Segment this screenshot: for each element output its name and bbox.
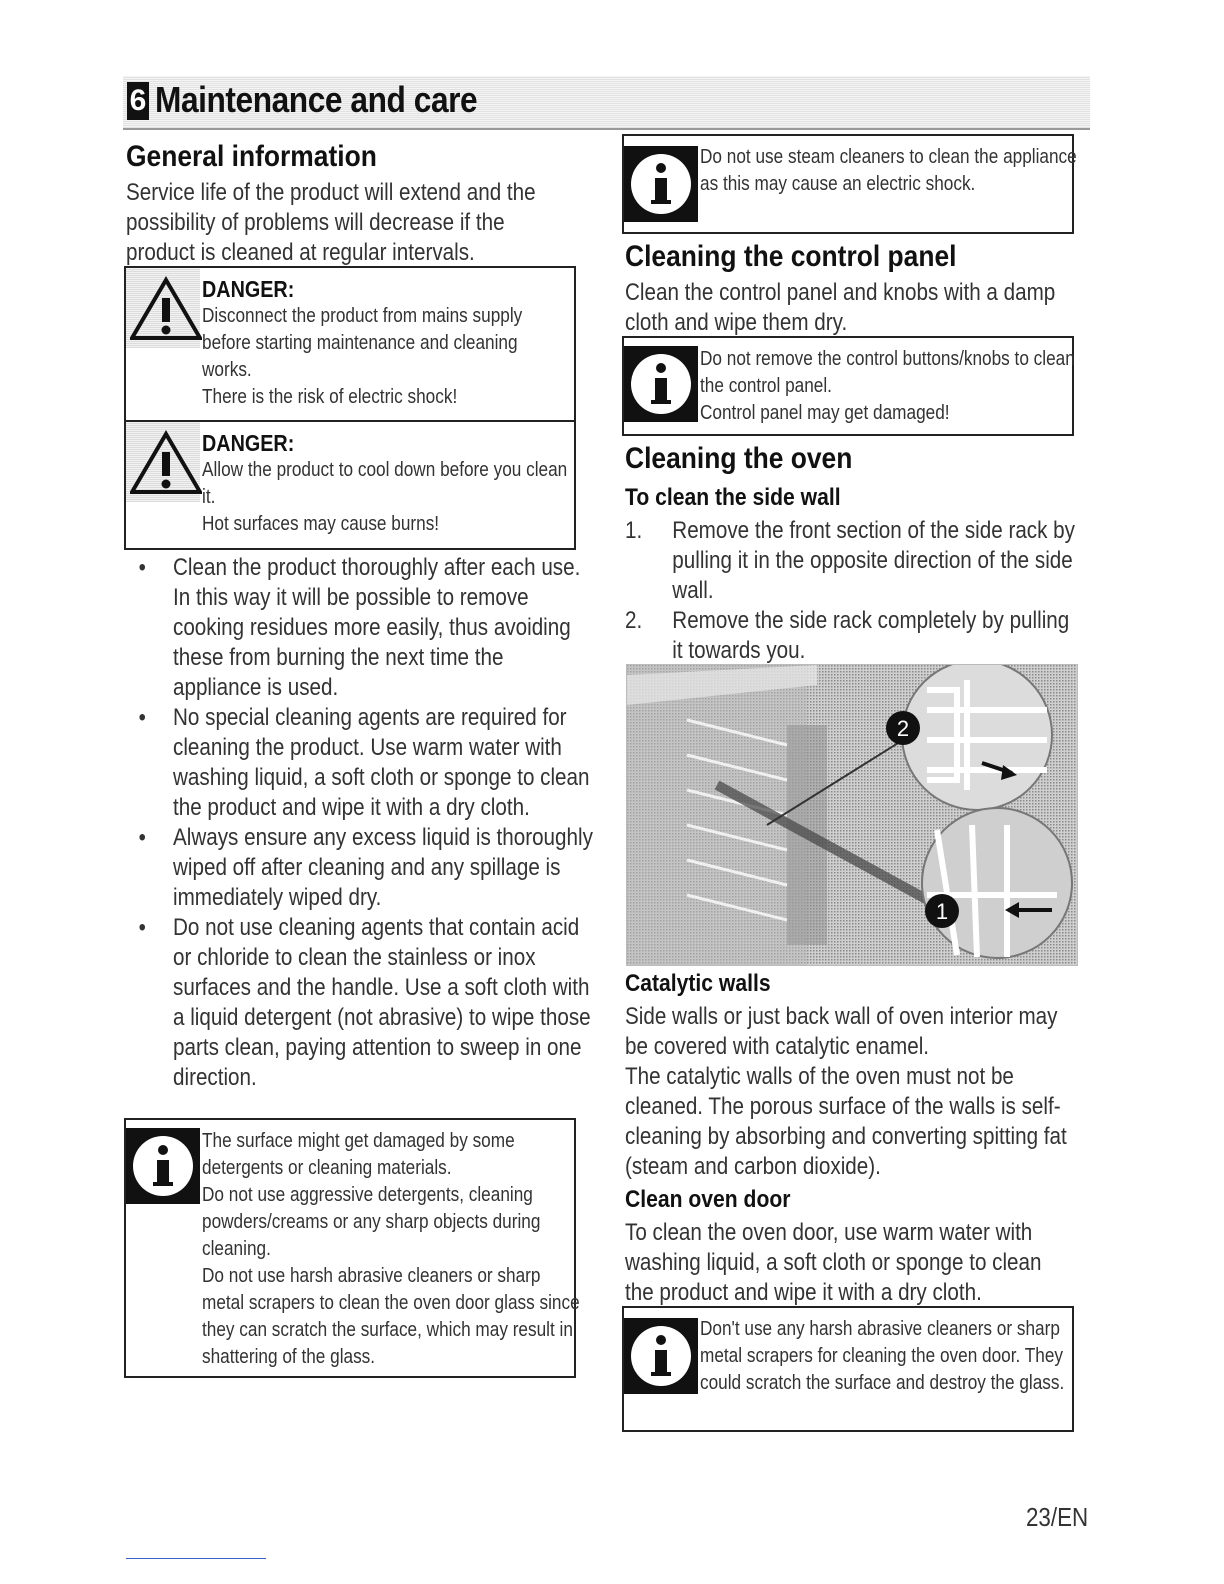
info-text: The surface might get damaged by some detergents or cleaning materials. [202,1130,515,1179]
info-box-door [622,1306,1074,1432]
danger-title: DANGER: [202,430,295,456]
info-icon [126,1128,200,1204]
danger-text: Hot surfaces may cause burns! [202,513,440,535]
info-text: Do not use aggressive detergents, cleaning powders/creams or any sharp objects during cleaning. [202,1184,541,1260]
list-item: 1. Remove the front section of the side rack by pulling it in the opposite direction of the side wall. [625,517,1075,604]
general-info-heading: General information [126,140,377,173]
info-icon [624,146,698,222]
cleaning-oven-heading: Cleaning the oven [625,442,853,475]
info-icon [624,346,698,422]
danger-text: There is the risk of electric shock! [202,386,458,408]
danger-box-2 [124,420,576,550]
control-panel-text: Clean the control panel and knobs with a damp cloth and wipe them dry. [625,279,1056,336]
care-bullet-list [138,553,594,1093]
info-text: Do not use steam cleaners to clean the appliance as this may cause an electric shock. [700,146,1077,195]
danger-text: Disconnect the product from mains supply before starting maintenance and cleaning works. [202,305,523,381]
catalytic-heading: Catalytic walls [625,970,771,997]
danger-box-1 [124,266,576,422]
info-box-steam [622,134,1077,234]
catalytic-text: Side walls or just back wall of oven interior may be covered with catalytic enamel. The catalytic walls of the oven must not be cleaned. The porous surface of the walls is self-cleaning by absorbing and converting spitting fat (steam and carbon dioxide). [625,1003,1067,1180]
side-wall-heading: To clean the side wall [625,484,841,511]
list-item: • Do not use cleaning agents that contain acid or chloride to clean the stainless or inox surfaces and the handle. Use a soft cloth with a liquid detergent (not abrasive) to wipe those parts clean, paying attention to sweep in one direction. [138,914,591,1091]
side-wall-steps [625,516,1081,666]
general-intro: Service life of the product will extend and the possibility of problems will decrease if the product is cleaned at regular intervals. [126,179,536,266]
control-panel-heading: Cleaning the control panel [625,240,957,273]
danger-text: Allow the product to cool down before you clean it. [202,459,568,508]
side-rack-illustration [626,664,1078,966]
list-item: 2. Remove the side rack completely by pulling it towards you. [625,607,1070,664]
footer-rule [126,1558,266,1559]
warning-icon [130,430,202,496]
list-item: • No special cleaning agents are required for cleaning the product. Use warm water with washing liquid, a soft cloth or sponge to clean the product and wipe it with a dry cloth. [138,704,590,821]
chapter-header [123,76,1090,130]
info-box-control-panel [622,336,1074,436]
page-number: 23/EN [1026,1502,1089,1532]
chapter-title: Maintenance and care [155,79,478,120]
chapter-number: 6 [127,82,149,120]
info-text: Do not remove the control buttons/knobs to clean the control panel. [700,348,1075,397]
info-text: Don't use any harsh abrasive cleaners or sharp metal scrapers for cleaning the oven door. They could scratch the surface and destroy the glass. [700,1318,1065,1394]
figure-label-2: 2 [896,716,910,741]
list-item: • Clean the product thoroughly after each use. In this way it will be possible to remove cooking residues more easily, thus avoiding these from burning the next time the appliance is used. [138,554,581,701]
warning-icon [130,276,202,342]
figure-label-1: 1 [935,899,949,924]
info-text: Do not use harsh abrasive cleaners or sharp metal scrapers to clean the oven door glass since they can scratch the surface, which may result in shattering of the glass. [202,1265,580,1368]
list-item: • Always ensure any excess liquid is thoroughly wiped off after cleaning and any spillage is immediately wiped dry. [138,824,593,911]
info-box-detergents [124,1118,580,1378]
info-icon [624,1318,698,1394]
info-text: Control panel may get damaged! [700,402,950,424]
door-text: To clean the oven door, use warm water with washing liquid, a soft cloth or sponge to clean the product and wipe it with a dry cloth. [625,1219,1042,1306]
door-heading: Clean oven door [625,1186,791,1213]
danger-title: DANGER: [202,276,295,302]
